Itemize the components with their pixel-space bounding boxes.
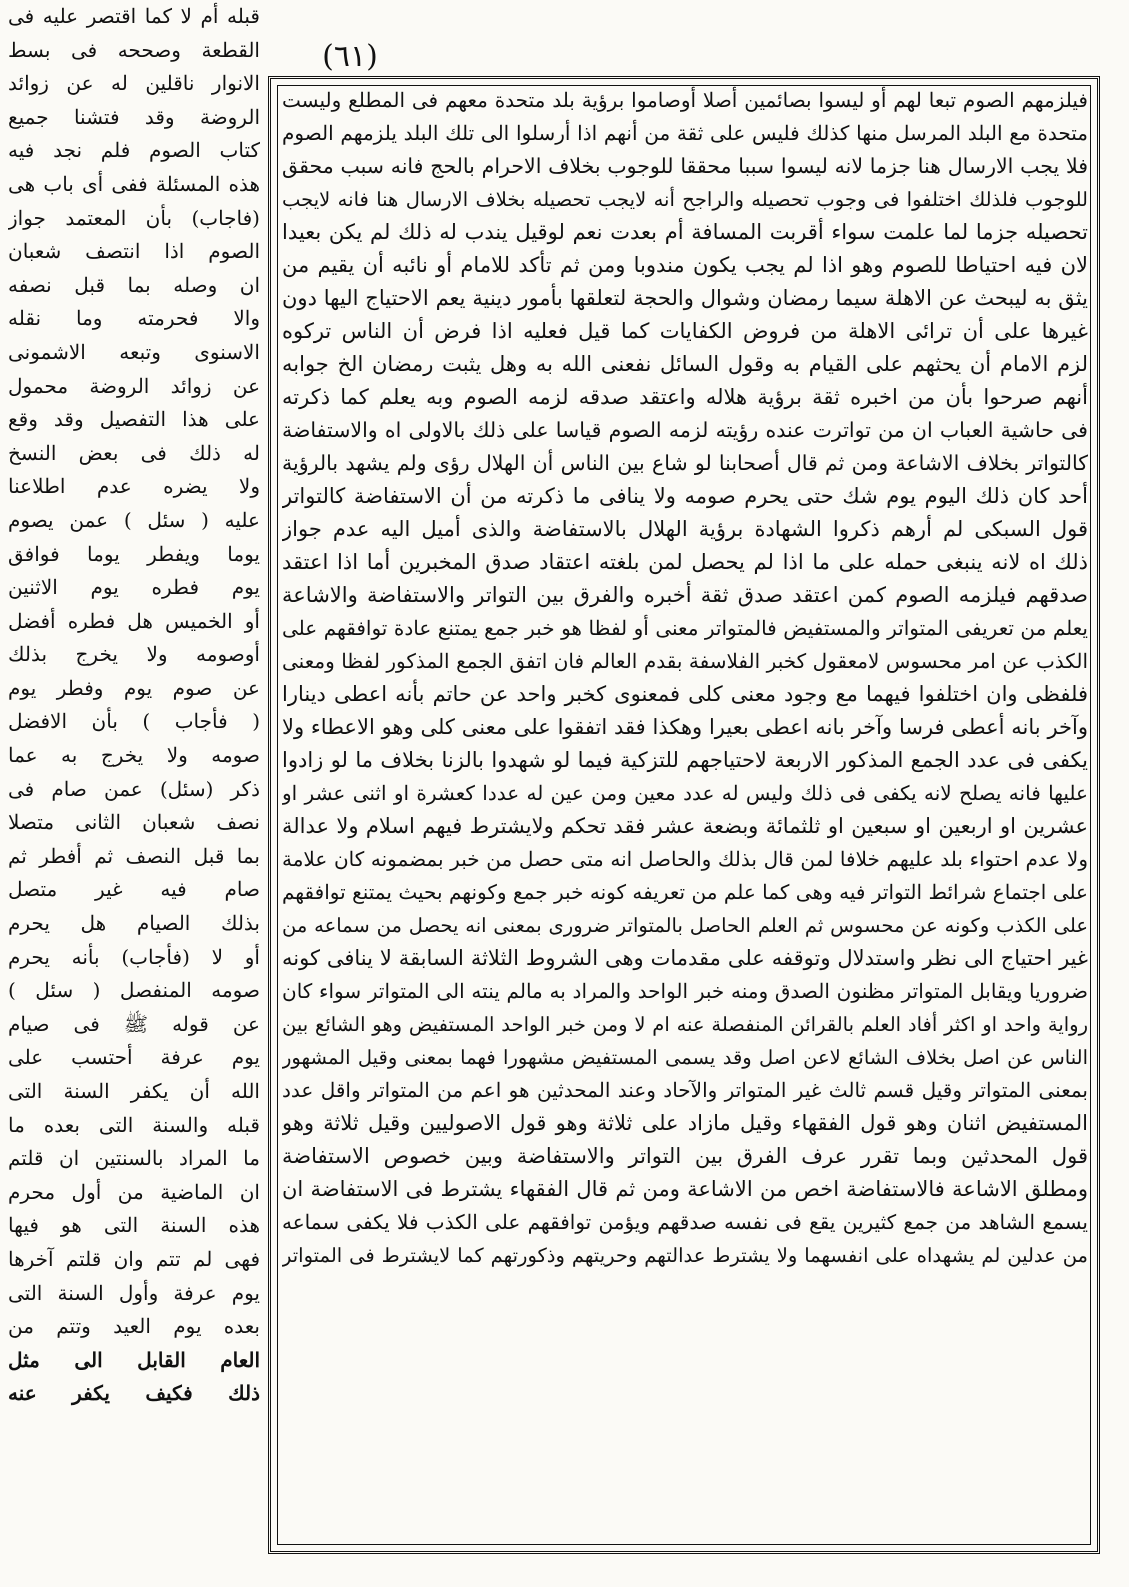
margin-text-line: له ذلك فى بعض النسخ bbox=[8, 440, 260, 465]
margin-text-line: بذلك الصيام هل يحرم bbox=[8, 911, 260, 936]
margin-text-line: صام فيه غير متصل bbox=[8, 877, 260, 902]
margin-text-line: على هذا التفصيل وقد وقع bbox=[8, 407, 260, 432]
main-text-line: عليها فانه يصلح لانه يكفى فى ذلك وليس له عدد معين ومن عين له عددا كعشرة او اثنى عشر او bbox=[282, 781, 1088, 805]
main-text-body bbox=[282, 84, 1088, 1540]
margin-text-line: قبله والسنة التى بعده ما bbox=[8, 1112, 260, 1137]
margin-text-line: فهى لم تتم وان قلتم آخرها bbox=[8, 1246, 260, 1271]
margin-text-line: ذلك فكيف يكفر عنه bbox=[8, 1381, 260, 1406]
margin-text-line: الروضة وقد فتشنا جميع bbox=[8, 104, 260, 129]
main-text-line: الكذب عن امر محسوس لامعقول كخبر الفلاسفة بقدم العالم فان اتفق الجمع المذكور لفظا ومعنى bbox=[282, 649, 1088, 673]
main-text-line: يسمع الشاهد من جمع كثيرين يقع فى نفسه صدقهم ويؤمن توافقهم على الكذب فلا يكفى سماعه bbox=[282, 1210, 1088, 1234]
main-text-line: يعلم من تعريفى المتواتر والمستفيض فالمتواتر معنى أو لفظا هو خبر جمع يمتنع عادة توافقهم على bbox=[282, 616, 1088, 640]
main-text-line: فيلزمهم الصوم تبعا لهم أو ليسوا بصائمين أصلا أوصاموا برؤية بلد متحدة معهم فى المطلع وليست bbox=[282, 88, 1088, 112]
main-text-line: لزم الامام أن يحثهم على القيام به وقول السائل نفعنى الله به وهل يثبت رمضان الخ جوابه bbox=[282, 352, 1088, 376]
margin-text-line: عن قوله ﷺ فى صيام bbox=[8, 1011, 260, 1036]
main-text-line: على اجتماع شرائط التواتر فيه وهى كما علم من تعريفه كونه خبر جمع وكونهم بحيث يمتنع توافقهم bbox=[282, 880, 1088, 904]
margin-text-line: يوم عرفة وأول السنة التى bbox=[8, 1280, 260, 1305]
main-text-line: فى حاشية العباب ان من تواترت عنده رؤيته لزمه الصوم قياسا على ذلك بالاولى اه والاستفاضة bbox=[282, 418, 1088, 442]
margin-text-line: أو الخميس هل فطره أفضل bbox=[8, 608, 260, 633]
main-text-line: قول المحدثين وبما تقرر عرف الفرق بين التواتر والاستفاضة وبين خصوص الاستفاضة bbox=[282, 1144, 1088, 1168]
main-text-line: وآخر بانه أعطى فرسا وآخر بانه اعطى بعيرا وهكذا فقد اتفقوا على معنى كلى وهو الاعطاء ولا bbox=[282, 715, 1088, 739]
main-text-line: عشرين او اربعين او سبعين او ثلثمائة وبضعة عشر فقد تحكم ولايشترط فيهم اسلام ولا عدالة bbox=[282, 814, 1088, 838]
main-text-line: رواية واحد او اكثر أفاد العلم بالقرائن المنفصلة عنه ام لا ومن خبر الواحد المستفيض وهو الشائع بين bbox=[282, 1013, 1088, 1036]
main-text-line: المستفيض اثنان وهو قول الفقهاء وقيل مازاد على ثلاثة وهو قول الاصوليين وقيل ثلاثة وهو bbox=[282, 1111, 1088, 1135]
main-text-line: أحد كان ذلك اليوم يوم شك حتى يحرم صومه ولا ينافى ما ذكرته من أن الاستفاضة كالتواتر bbox=[282, 484, 1088, 508]
margin-text-line: الاسنوى وتبعه الاشمونى bbox=[8, 339, 260, 364]
main-text-line: يكفى فى عدد الجمع المذكور الاربعة لاحتياجهم للتزكية فيما لو شهدوا بالزنا بخلاف ما لو زادوا bbox=[282, 748, 1088, 772]
main-text-line: قول السبكى لم أرهم ذكروا الشهادة برؤية الهلال بالاستفاضة والذى أميل اليه عدم جواز bbox=[282, 517, 1088, 541]
margin-text-line: كتاب الصوم فلم نجد فيه bbox=[8, 138, 260, 163]
main-text-line: ذلك اه لانه ينبغى حمله على ما اذا لم يحصل لمن بلغته اعتقاد صدق المخبرين أما اذا اعتقد bbox=[282, 550, 1088, 574]
margin-text-line: عليه ( سئل ) عمن يصوم bbox=[8, 507, 260, 532]
main-text-line: أنهم صرحوا بأن من اخبره ثقة برؤية هلاله واعتقد صدقه لزمه الصوم وبه يعلم كما ذكرته bbox=[282, 385, 1088, 409]
margin-text-line: بعده يوم العيد وتتم من bbox=[8, 1314, 260, 1339]
margin-text-line: قبله أم لا كما اقتصر عليه فى bbox=[8, 4, 260, 28]
main-text-line: يثق به ليبحث عن الاهلة سيما رمضان وشوال والحجة لتعلقها بأمور دينية يعم الاحتياج اليها دون bbox=[282, 286, 1088, 310]
margin-text-line: صومه المنفصل ( سئل ) bbox=[8, 978, 260, 1003]
margin-text-line: أوصومه ولا يخرج بذلك bbox=[8, 642, 260, 667]
margin-text-line: عن صوم يوم وفطر يوم bbox=[8, 675, 260, 700]
main-text-line: على الكذب وكونه عن محسوس ثم العلم الحاصل بالمتواتر ضرورى بمعنى انه يحصل من سماعه من bbox=[282, 914, 1088, 937]
margin-text-line: (فاجاب) بأن المعتمد جواز bbox=[8, 205, 260, 230]
main-text-line: متحدة مع البلد المرسل منها كذلك فليس على ثقة من أنهم اذا أرسلوا الى تلك البلد يلزمهم الصوم bbox=[282, 121, 1088, 145]
margin-text-line: الانوار ناقلين له عن زوائد bbox=[8, 71, 260, 96]
margin-text-line: القطعة وصححه فى بسط bbox=[8, 37, 260, 62]
margin-text-line: ما المراد بالسنتين ان قلتم bbox=[8, 1146, 260, 1171]
main-text-line: ومطلق الاشاعة فالاستفاضة اخص من الاشاعة ومن ثم قال الفقهاء يشترط فى الاستفاضة ان bbox=[282, 1177, 1088, 1201]
main-text-line: كالتواتر بخلاف الاشاعة ومن ثم قال أصحابنا لو شاع بين الناس أن الهلال رؤى ولم يشهد بالرؤية bbox=[282, 451, 1088, 475]
main-text-line: فلا يجب الارسال هنا جزما لانه ليسوا سببا محققا للوجوب بخلاف الاحرام بالحج فانه سبب محقق bbox=[282, 154, 1088, 178]
main-text-line: تحصيله جزما لما علمت سواء أقربت المسافة أم بعدت نعم لوقيل يندب له ذلك لم يكن بعيدا bbox=[282, 220, 1088, 244]
margin-text-line: عن زوائد الروضة محمول bbox=[8, 373, 260, 398]
margin-text-line: هذه السنة التى هو فيها bbox=[8, 1213, 260, 1238]
main-text-line: صدقهم فيلزمه الصوم كمن اعتقد صدق ثقة أخبره والفرق بين التواتر والاستفاضة والاشاعة bbox=[282, 583, 1088, 607]
main-text-line: غير احتياج الى نظر واستدلال وتوقفه على مقدمات وهى الشروط الثلاثة السابقة لا ينافى كونه bbox=[282, 946, 1088, 970]
margin-text-line: ولا يضره عدم اطلاعنا bbox=[8, 474, 260, 499]
margin-text-line: ان الماضية من أول محرم bbox=[8, 1179, 260, 1204]
margin-commentary bbox=[8, 0, 260, 1587]
margin-text-line: يوم فطره يوم الاثنين bbox=[8, 575, 260, 600]
margin-text-line: ان وصله بما قبل نصفه bbox=[8, 272, 260, 297]
main-text-line: الناس عن اصل بخلاف الشائع لاعن اصل وقد يسمى المستفيض مشهورا فهما بمعنى وقيل المشهور bbox=[282, 1046, 1088, 1069]
margin-text-line: صومه ولا يخرج به عما bbox=[8, 743, 260, 768]
page-number: (٦١) bbox=[322, 39, 378, 74]
margin-text-line: ( فأجاب ) بأن الافضل bbox=[8, 709, 260, 734]
main-text-line: من عدلين لم يشهداه على انفسهما ولا يشترط عدالتهم وحريتهم وذكورتهم كما لايشترط فى المتواتر bbox=[282, 1244, 1088, 1267]
margin-text-line: الصوم اذا انتصف شعبان bbox=[8, 239, 260, 264]
margin-text-line: أو لا (فأجاب) بأنه يحرم bbox=[8, 944, 260, 969]
margin-text-line: بما قبل النصف ثم أفطر ثم bbox=[8, 843, 260, 868]
margin-text-line: يوما ويفطر يوما فوافق bbox=[8, 541, 260, 566]
main-text-line: لان فيه احتياطا للصوم وهو اذا لم يجب يكون مندوبا ومن ثم تأكد للامام أو نائبه أن يقيم من bbox=[282, 253, 1088, 277]
main-text-line: للوجوب فلذلك اختلفوا فى وجوب تحصيله والراجح أنه لايجب تحصيله بخلاف الارسال هنا فانه لايجب bbox=[282, 188, 1088, 211]
margin-text-line: العام القابل الى مثل bbox=[8, 1347, 260, 1372]
main-text-line: فلفظى وان اختلفوا فيهما مع وجود معنى كلى فمعنوى كخبر واحد عن حاتم بأنه اعطى دينارا bbox=[282, 682, 1088, 706]
main-text-line: ضروريا ويقابل المتواتر مظنون الصدق ومنه خبر الواحد والمراد به مالم ينته الى المتواتر سواء كان bbox=[282, 979, 1088, 1003]
margin-text-line: والا فحرمته وما نقله bbox=[8, 306, 260, 331]
main-text-line: غيرها على أن ترائى الاهلة من فروض الكفايات كما قيل فعليه اذا فرض أن الناس تركوه bbox=[282, 319, 1088, 343]
margin-text-line: يوم عرفة أحتسب على bbox=[8, 1045, 260, 1070]
margin-text-line: نصف شعبان الثانى متصلا bbox=[8, 810, 260, 835]
margin-text-line: هذه المسئلة ففى أى باب هى bbox=[8, 171, 260, 196]
margin-text-line: ذكر (سئل) عمن صام فى bbox=[8, 776, 260, 801]
margin-text-line: الله أن يكفر السنة التى bbox=[8, 1079, 260, 1103]
main-text-line: بمعنى المتواتر وقيل قسم ثالث غير المتواتر والآحاد وعند المحدثين هو اعم من المتواتر واقل عدد bbox=[282, 1078, 1088, 1102]
main-text-line: ولا عدم احتواء بلد عليهم خلافا لمن قال بذلك والحاصل انه متى حصل من خبر بمضمونه كان علامة bbox=[282, 847, 1088, 871]
